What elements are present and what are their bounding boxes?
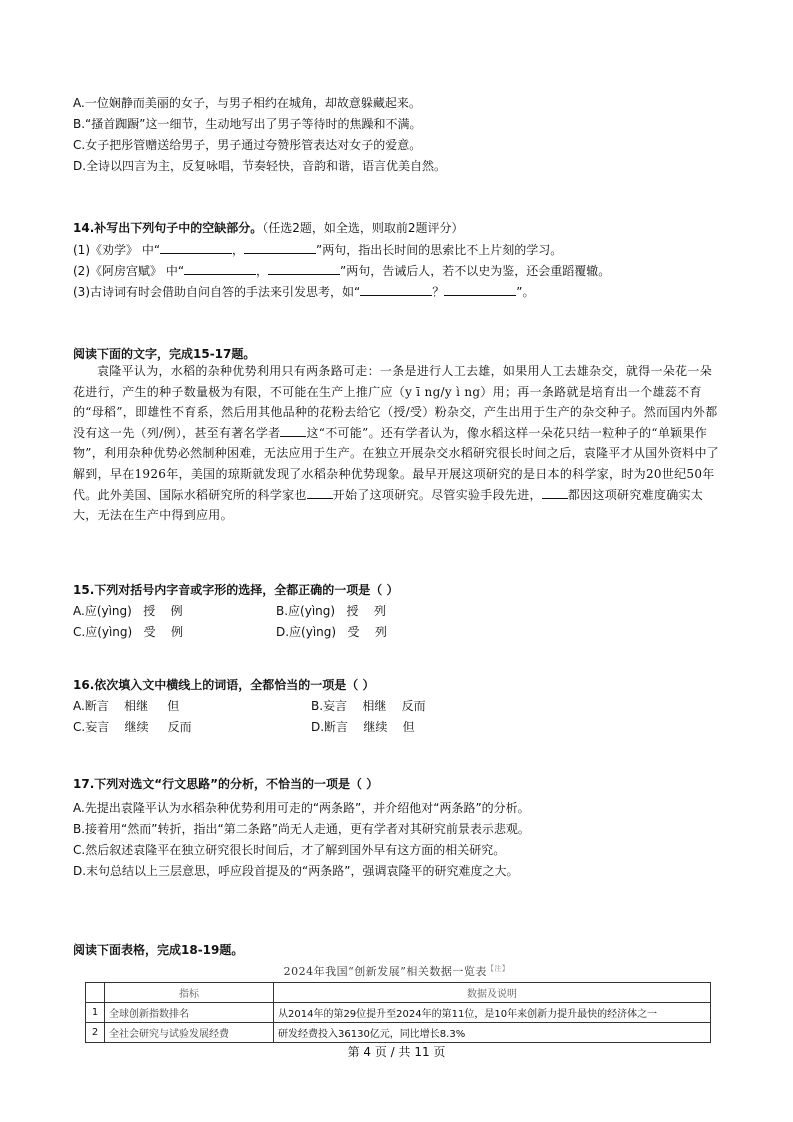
table-caption-text: 2024年我国“创新发展”相关数据一览表: [283, 965, 487, 978]
blank-3b[interactable]: [444, 283, 516, 296]
row-no: 2: [86, 1023, 105, 1043]
q17-option-a: A.先提出袁隆平认为水稻杂种优势利用可走的“两条路”，并介绍他对“两条路”的分析。: [73, 801, 530, 815]
option-word-2: 反而: [167, 720, 192, 734]
option-word-1: 继续: [124, 720, 149, 734]
option-word-2: 但: [167, 699, 180, 713]
table-caption: [0, 963, 793, 979]
q16-option-c: [73, 719, 311, 735]
header-no: [86, 983, 105, 1003]
q17-option-b: B.接着用“然而”转折，指出“第二条路”尚无人走通，更有学者对其研究前景表示悲观。: [73, 822, 530, 836]
blank-1b[interactable]: [244, 241, 316, 254]
option-word-2: 列: [374, 625, 387, 639]
q14-item-3-pre: (3)古诗词有时会借助自问自答的手法来引发思考，如“: [73, 285, 361, 299]
header-indicator: 指标: [105, 983, 274, 1003]
q17-title: 17.下列对选文“行文思路”的分析，不恰当的一项是（ ）: [73, 777, 379, 791]
row-no: 1: [86, 1003, 105, 1023]
table-row: [86, 1023, 711, 1043]
row-indicator: 全球创新指数排名: [105, 1003, 274, 1023]
reading-passage: [73, 361, 721, 526]
q14-item-2-pre: (2)《阿房宫赋》 中“: [73, 264, 185, 278]
option-word-1: 授: [143, 604, 156, 618]
q14-item-1-post: ”两句，指出长时间的思索比不上片刻的学习。: [316, 243, 563, 257]
option-word-2: 列: [373, 604, 386, 618]
table-caption-note: 【注】: [486, 964, 510, 973]
header-desc: 数据及说明: [274, 983, 711, 1003]
q14-item-3-sep: ？: [432, 285, 445, 299]
q14-item-3-post: ”。: [516, 285, 535, 299]
option-word-1: 继续: [363, 720, 388, 734]
q16-option-b: [311, 698, 426, 714]
passage-part-3: 开始了这项研究。尽管实验手段先进，: [332, 487, 542, 502]
q14-title: 14.补写出下列句子中的空缺部分。: [73, 221, 263, 235]
option-word-1: 相继: [124, 699, 149, 713]
passage-part-4: 都因这项研究难度确实太大，无法在生产中得到应用。: [73, 487, 704, 523]
option-word-2: 例: [170, 625, 183, 639]
q14-item-3: [73, 283, 534, 300]
q15-option-a: [73, 603, 276, 619]
row-indicator: 全社会研究与试验发展经费: [105, 1023, 274, 1043]
q15-option-c: [73, 624, 276, 640]
option-label: A.应(yìng): [73, 604, 132, 618]
table-header-row: [86, 983, 711, 1003]
page-footer: 第 4 页 / 共 11 页: [347, 1045, 446, 1059]
passage-part-1: 袁隆平认为，水稻的杂种优势利用只有两条路可走：一条是进行人工去雄，如果用人工去雄杂交，就得一朵花一朵花进行，产生的种子数量极为有限，不可能在生产上推广应（y ī ng/y ì ng）用；再一条路就是培育出一个雄蕊不育的“母稻”，即雄性不育系，然后用其他品种的花粉去给它（授/受）粉杂交，产生出用于生产的杂交种子。然而国内外都没有这一先（列/例），甚至有著名学者: [73, 364, 718, 440]
option-label: A.断言: [73, 699, 109, 713]
q14-item-2-post: ”两句，告诫后人，若不以史为鉴，还会重蹈覆辙。: [340, 264, 611, 278]
passage-blank-2: [307, 486, 333, 499]
q16-title: 16.依次填入文中横线上的词语，全都恰当的一项是（ ）: [73, 678, 375, 692]
option-label: B.妄言: [311, 699, 348, 713]
option-word-1: 相继: [362, 699, 387, 713]
option-word-2: 例: [170, 604, 183, 618]
q15-options-row-2: [73, 624, 387, 640]
q15-title: 15.下列对括号内字音或字形的选择，全都正确的一项是（ ）: [73, 583, 399, 597]
passage-blank-1: [280, 424, 306, 437]
option-label: C.妄言: [73, 720, 110, 734]
passage-blank-3: [542, 486, 568, 499]
q15-option-b: [276, 603, 386, 619]
data-table: [85, 982, 711, 1043]
q13-option-a: A.一位娴静而美丽的女子，与男子相约在城角，却故意躲藏起来。: [73, 96, 421, 110]
q16-option-a: [73, 698, 311, 714]
q14-heading: [73, 220, 464, 236]
q14-item-2-sep: ，: [256, 264, 269, 278]
q16-options-row-1: [73, 698, 426, 714]
option-word-2: 但: [402, 720, 415, 734]
q14-item-1-sep: ，: [232, 243, 245, 257]
q15-options-row-1: [73, 603, 386, 619]
q15-option-d: [276, 624, 387, 640]
row-desc: 从2014年的第29位提升至2024年的第11位，是10年来创新力提升最快的经济体之一: [274, 1003, 711, 1023]
q13-option-d: D.全诗以四言为主，反复咏唱，节奏轻快，音韵和谐，语言优美自然。: [73, 159, 447, 173]
option-word-2: 反而: [401, 699, 426, 713]
option-label: B.应(yìng): [276, 604, 336, 618]
option-label: D.应(yìng): [276, 625, 337, 639]
table-row: [86, 1003, 711, 1023]
option-label: C.应(yìng): [73, 625, 133, 639]
table-intro: 阅读下面表格，完成18-19题。: [73, 943, 244, 957]
q14-item-1-pre: (1)《劝学》 中“: [73, 243, 161, 257]
q16-options-row-2: [73, 719, 415, 735]
q13-option-c: C.女子把彤管赠送给男子，男子通过夸赞彤管表达对女子的爱意。: [73, 138, 422, 152]
q13-option-b: B.“搔首踟蹰”这一细节，生动地写出了男子等待时的焦躁和不满。: [73, 117, 422, 131]
option-word-1: 受: [143, 625, 156, 639]
option-word-1: 受: [347, 625, 360, 639]
reading-intro: 阅读下面的文字，完成15-17题。: [73, 347, 256, 361]
row-desc: 研发经费投入36130亿元，同比增长8.3%: [274, 1023, 711, 1043]
blank-2a[interactable]: [184, 262, 256, 275]
q17-option-c: C.然后叙述袁隆平在独立研究很长时间后，才了解到国外早有这方面的相关研究。: [73, 843, 506, 857]
q14-item-2: [73, 262, 610, 279]
blank-3a[interactable]: [360, 283, 432, 296]
blank-1a[interactable]: [160, 241, 232, 254]
option-word-1: 授: [346, 604, 359, 618]
q14-note: （任选2题，如全选，则取前2题评分）: [262, 221, 464, 235]
q17-option-d: D.末句总结以上三层意思，呼应段首提及的“两条路”，强调袁隆平的研究难度之大。: [73, 864, 519, 878]
passage-part-2: 这“不可能”。还有学者认为，像水稻这样一朵花只结一粒种子的“单颖果作物”，利用杂种优势必然制种困难，无法应用于生产。在独立开展杂交水稻研究很长时间之后，袁隆平才从国外资料中了解到，早在1926年，美国的琼斯就发现了水稻杂种优势现象。最早开展这项研究的是日本的科学家，时为20世纪50年代。此外美国、国际水稻研究所的科学家也: [73, 425, 720, 502]
option-label: D.断言: [311, 720, 349, 734]
blank-2b[interactable]: [268, 262, 340, 275]
q16-option-d: [311, 719, 415, 735]
q14-item-1: [73, 241, 562, 258]
